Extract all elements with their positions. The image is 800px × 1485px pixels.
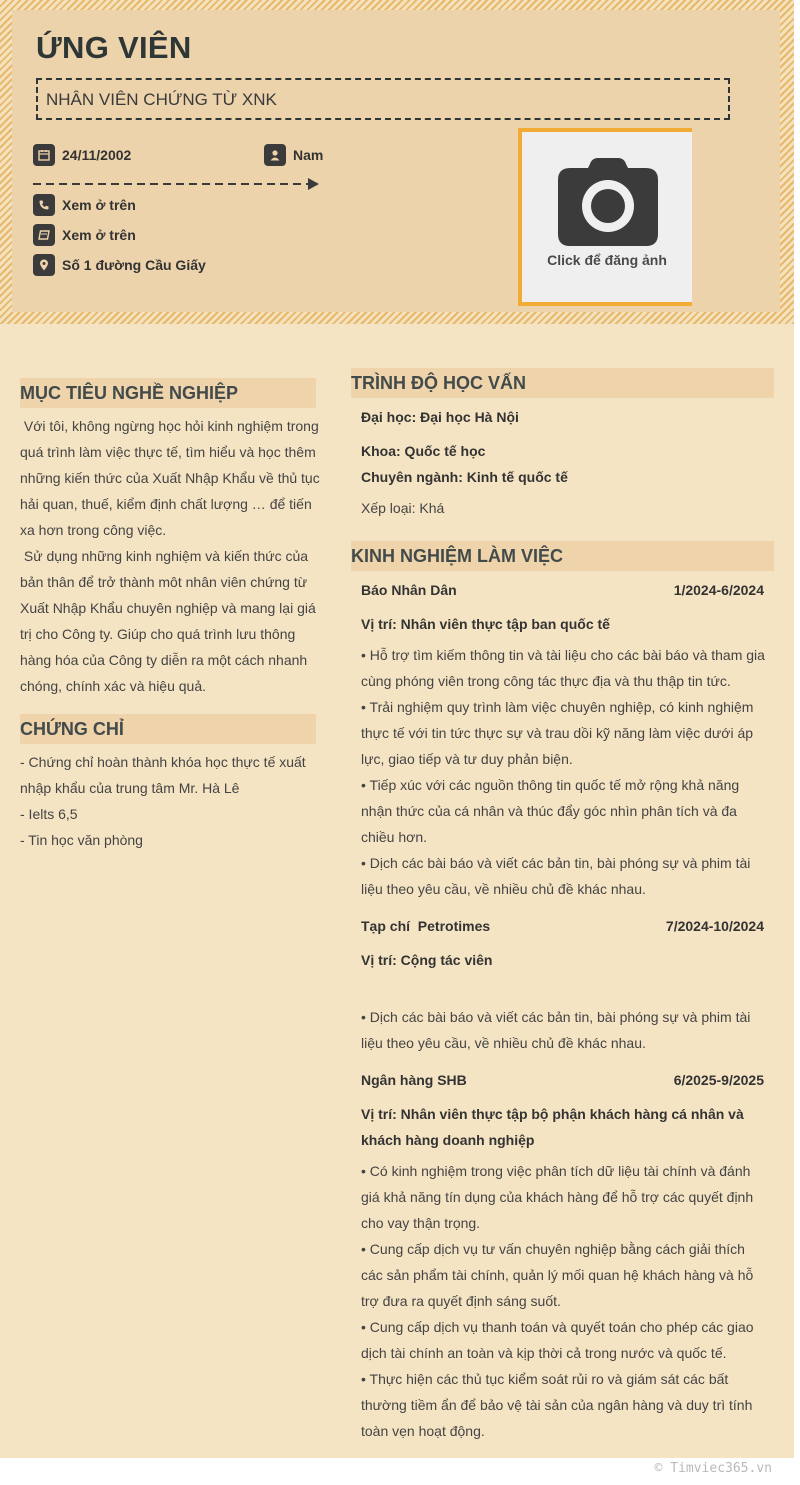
experience-title: KINH NGHIỆM LÀM VIỆC [351, 541, 774, 571]
objective-title: MỤC TIÊU NGHỀ NGHIỆP [20, 378, 316, 408]
email-row[interactable] [33, 224, 136, 246]
certificate-item: - Tin học văn phòng [20, 832, 143, 848]
job-company: Báo Nhân Dân [361, 582, 457, 598]
job-period: 7/2024-10/2024 [665, 918, 764, 934]
job-details[interactable]: • Hỗ trợ tìm kiếm thông tin và tài liệu cho các bài báo và tham gia cùng phóng viên trong công tác thực địa và thu thập tin tức. • Trải nghiệm quy trình làm việc chuyên nghiệp, có kinh nghiệm thực tế với tin tức thực sự và trau dồi kỹ năng làm việc dưới áp lực, giao tiếp và tư duy phản biện. • Tiếp xúc với các nguồn thông tin quốc tế mở rộng khả năng nhận thức của cá nhân và thúc đẩy góc nhìn phân tích và đa chiều hơn. • Dịch các bài báo và viết các bản tin, bài phóng sự và phim tài liệu theo yêu cầu, về nhiều chủ đề khác nhau. [361, 647, 765, 897]
address-row[interactable] [33, 254, 206, 276]
job-title-field[interactable]: NHÂN VIÊN CHỨNG TỪ XNK [36, 78, 730, 120]
job-position[interactable]: Vị trí: Nhân viên thực tập bộ phận khách hàng cá nhân và khách hàng doanh nghiệp [361, 1106, 744, 1148]
email-icon [33, 224, 55, 246]
calendar-icon [33, 144, 55, 166]
job-company: Tạp chí Petrotimes [361, 918, 491, 934]
objective-paragraph: Với tôi, không ngừng học hỏi kinh nghiệm trong quá trình làm việc thực tế, tìm hiểu và học thêm những kiến thức của Xuất Nhập Khẩu về thủ tục hải quan, thuế, kiểm định chất lượng … để tiến xa hơn trong công việc. [20, 418, 324, 538]
divider-arrow [33, 177, 319, 191]
job-period: 6/2025-9/2025 [673, 1072, 764, 1088]
photo-upload-label: Click để đăng ảnh [547, 252, 667, 268]
birthday-value: 24/11/2002 [62, 147, 132, 163]
job-details[interactable]: • Dịch các bài báo và viết các bản tin, bài phóng sự và phim tài liệu theo yêu cầu, về nhiều chủ đề khác nhau. [361, 1009, 751, 1051]
job-header[interactable] [361, 1072, 764, 1088]
education-title: TRÌNH ĐỘ HỌC VẤN [351, 368, 774, 398]
job-period: 1/2024-6/2024 [673, 582, 764, 598]
education-faculty[interactable]: Khoa: Quốc tế học [361, 443, 486, 459]
phone-icon [33, 194, 55, 216]
job-position[interactable]: Vị trí: Cộng tác viên [361, 952, 493, 968]
job-position[interactable]: Vị trí: Nhân viên thực tập ban quốc tế [361, 616, 610, 632]
education-rank[interactable]: Xếp loại: Khá [361, 500, 445, 516]
job-details[interactable]: • Có kinh nghiệm trong việc phân tích dữ liệu tài chính và đánh giá khả năng tín dụng của khách hàng để hỗ trợ các quyết định cho vay thận trọng. • Cung cấp dịch vụ tư vấn chuyên nghiệp bằng cách giải thích các sản phẩm tài chính, quản lý mối quan hệ khách hàng và hỗ trợ đưa ra quyết định sáng suốt. • Cung cấp dịch vụ thanh toán và quyết toán cho phép các giao dịch tài chính an toàn và kịp thời cả trong nước và quốc tế. • Thực hiện các thủ tục kiểm soát rủi ro và giám sát các bất thường tiềm ẩn để bảo vệ tài sản của ngân hàng và duy trì tính toàn vẹn hoạt động. [361, 1163, 754, 1439]
objective-text[interactable] [20, 413, 324, 699]
gender-value: Nam [293, 147, 324, 163]
education-university[interactable]: Đại học: Đại học Hà Nội [361, 409, 519, 425]
location-pin-icon [33, 254, 55, 276]
email-value: Xem ở trên [62, 227, 136, 243]
gender-row[interactable] [264, 144, 323, 166]
certificate-item: - Ielts 6,5 [20, 806, 78, 822]
certificates-title: CHỨNG CHỈ [20, 714, 316, 744]
job-header[interactable] [361, 918, 764, 934]
birthday-row[interactable] [33, 144, 131, 166]
candidate-name[interactable]: ỨNG VIÊN [36, 30, 192, 65]
job-header[interactable] [361, 582, 764, 598]
user-icon [264, 144, 286, 166]
certificate-item: - Chứng chỉ hoàn thành khóa học thực tế xuất nhập khẩu của trung tâm Mr. Hà Lê [20, 754, 306, 796]
photo-upload[interactable] [518, 128, 692, 306]
certificates-list[interactable] [20, 749, 316, 853]
phone-row[interactable] [33, 194, 136, 216]
objective-paragraph: Sử dụng những kinh nghiệm và kiến thức của bản thân để trở thành môt nhân viên chứng từ Xuất Nhập Khẩu chuyên nghiệp và mang lại giá trị cho Công ty. Giúp cho quá trình lưu thông hàng hóa của Công ty diễn ra một cách nhanh chóng, chính xác và hiệu quả. [20, 548, 320, 694]
footer-watermark: © Timviec365.vn [654, 1461, 772, 1476]
camera-icon [556, 156, 660, 248]
job-company: Ngân hàng SHB [361, 1072, 467, 1088]
address-value: Số 1 đường Cầu Giấy [62, 257, 206, 273]
cv-header [0, 0, 794, 324]
education-major[interactable]: Chuyên ngành: Kinh tế quốc tế [361, 469, 568, 485]
phone-value: Xem ở trên [62, 197, 136, 213]
